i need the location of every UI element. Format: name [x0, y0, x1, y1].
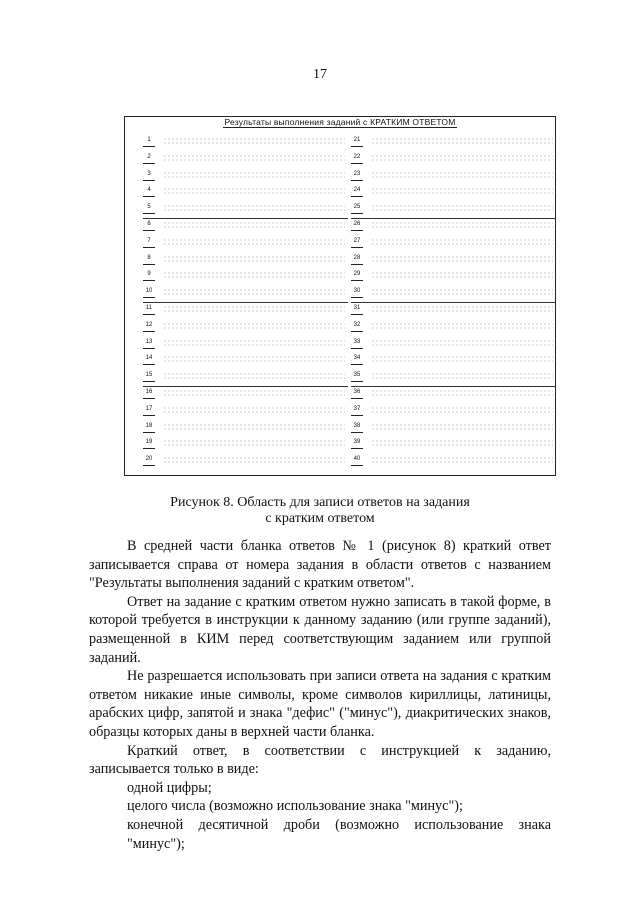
number-underline: [351, 432, 363, 433]
answer-cells[interactable]: [163, 456, 345, 465]
answer-row: [351, 320, 556, 334]
task-number: 9: [147, 271, 151, 278]
answer-cells[interactable]: [371, 255, 553, 264]
answer-cells[interactable]: [371, 288, 553, 297]
answer-cells[interactable]: [371, 456, 553, 465]
task-number: 16: [145, 389, 153, 395]
answer-row: [351, 353, 556, 367]
answer-row: [143, 421, 348, 435]
task-number: 19: [145, 439, 153, 446]
task-number: 17: [145, 405, 153, 412]
caption-line-1: Рисунок 8. Область для записи ответов на задания: [170, 495, 470, 510]
task-number: 36: [353, 389, 361, 395]
figure-caption: [0, 495, 640, 527]
task-number: 34: [353, 355, 361, 362]
answer-row: [143, 202, 348, 216]
number-underline: [143, 247, 155, 248]
task-number: 18: [145, 422, 153, 429]
task-number: 26: [353, 221, 361, 227]
answer-row: [351, 387, 556, 401]
number-underline: [351, 448, 363, 449]
number-underline: [143, 415, 155, 416]
answer-cells[interactable]: [163, 288, 345, 297]
task-number: 2: [147, 153, 151, 160]
task-number: 6: [147, 221, 151, 227]
task-number: 30: [353, 288, 361, 295]
task-number: 31: [353, 305, 361, 311]
answer-cells[interactable]: [163, 406, 345, 415]
number-underline: [143, 314, 155, 315]
list-item: одной цифры;: [127, 779, 212, 796]
number-underline: [351, 280, 363, 281]
answer-cells[interactable]: [163, 439, 345, 448]
answer-cells[interactable]: [163, 171, 345, 180]
task-number: 8: [147, 254, 151, 261]
number-underline: [351, 247, 363, 248]
answer-row: [143, 236, 348, 250]
answer-row: [143, 303, 348, 317]
answer-cells[interactable]: [371, 389, 553, 398]
answer-row: [351, 135, 556, 149]
task-number: 40: [353, 456, 361, 463]
number-underline: [143, 163, 155, 164]
answer-cells[interactable]: [163, 154, 345, 163]
answer-row: [143, 370, 348, 384]
answer-row: [351, 337, 556, 351]
task-number: 13: [145, 338, 153, 345]
answer-cells[interactable]: [371, 372, 553, 381]
answer-row: [351, 303, 556, 317]
answer-row: [351, 404, 556, 418]
task-number: 10: [145, 288, 153, 295]
number-underline: [143, 465, 155, 466]
answer-cells[interactable]: [371, 439, 553, 448]
answer-cells[interactable]: [163, 255, 345, 264]
task-number: 3: [147, 170, 151, 177]
answer-cells[interactable]: [371, 154, 553, 163]
number-underline: [351, 180, 363, 181]
number-underline: [143, 348, 155, 349]
answer-cells[interactable]: [163, 339, 345, 348]
answer-row: [351, 421, 556, 435]
answer-cells[interactable]: [371, 271, 553, 280]
answer-cells[interactable]: [163, 271, 345, 280]
task-number: 39: [353, 439, 361, 446]
task-number: 22: [353, 153, 361, 160]
answer-row: [351, 370, 556, 384]
number-underline: [143, 180, 155, 181]
task-number: 21: [353, 137, 361, 143]
number-underline: [351, 465, 363, 466]
number-underline: [351, 264, 363, 265]
answer-row: [143, 219, 348, 233]
task-number: 15: [145, 372, 153, 379]
task-number: 24: [353, 187, 361, 194]
number-underline: [143, 432, 155, 433]
answer-cells[interactable]: [371, 322, 553, 331]
answer-row: [143, 253, 348, 267]
answer-cells[interactable]: [371, 204, 553, 213]
task-number: 33: [353, 338, 361, 345]
number-underline: [143, 230, 155, 231]
answer-cells[interactable]: [163, 423, 345, 432]
number-underline: [143, 297, 155, 298]
number-underline: [143, 196, 155, 197]
answer-row: [351, 236, 556, 250]
page-number: 17: [313, 67, 327, 82]
answer-row: [143, 337, 348, 351]
number-underline: [351, 381, 363, 382]
answer-row: [351, 152, 556, 166]
answer-row: [143, 169, 348, 183]
answer-cells[interactable]: [371, 137, 553, 146]
answer-cells[interactable]: [163, 204, 345, 213]
number-underline: [351, 163, 363, 164]
task-number: 35: [353, 372, 361, 379]
answer-row: [351, 202, 556, 216]
paragraph: В средней части бланка ответов № 1 (рисунок 8) краткий ответ записывается справа от номера задания в области ответов с названием "Результаты выполнения заданий с кратким ответом".: [89, 538, 551, 592]
answer-cells[interactable]: [371, 423, 553, 432]
paragraph: Ответ на задание с кратким ответом нужно записать в такой форме, в которой требуется в инструкции к данному заданию (или группе заданий), размещенной в КИМ перед соответствующим заданием или группой заданий.: [89, 593, 551, 666]
answer-cells[interactable]: [163, 322, 345, 331]
task-number: 12: [145, 321, 153, 328]
answer-row: [143, 135, 348, 149]
number-underline: [143, 448, 155, 449]
answer-row: [351, 219, 556, 233]
task-number: 27: [353, 237, 361, 244]
task-number: 11: [145, 305, 153, 311]
answer-row: [351, 454, 556, 468]
answer-cells[interactable]: [163, 238, 345, 247]
answer-row: [351, 169, 556, 183]
answer-row: [351, 253, 556, 267]
answer-column-left: [143, 135, 348, 471]
answer-cells[interactable]: [371, 406, 553, 415]
caption-line-2: с кратким ответом: [265, 511, 375, 526]
answer-row: [351, 185, 556, 199]
answer-row: [143, 437, 348, 451]
answer-cells[interactable]: [371, 305, 553, 314]
number-underline: [351, 415, 363, 416]
task-number: 1: [147, 137, 151, 143]
number-underline: [351, 398, 363, 399]
task-number: 37: [353, 405, 361, 412]
number-underline: [143, 213, 155, 214]
paragraph: Не разрешается использовать при записи ответа на задания с кратким ответом никакие иные символы, кроме символов кириллицы, латиницы, арабских цифр, запятой и знака "дефис" ("минус"), диакритических знаков, образцы которых даны в верхней части бланка.: [89, 668, 551, 740]
answer-row: [143, 387, 348, 401]
answer-row: [143, 185, 348, 199]
answer-cells[interactable]: [371, 221, 553, 230]
answer-cells[interactable]: [163, 187, 345, 196]
answer-cells[interactable]: [371, 187, 553, 196]
task-number: 20: [145, 456, 153, 463]
task-number: 7: [147, 237, 151, 244]
task-number: 29: [353, 271, 361, 278]
number-underline: [351, 314, 363, 315]
number-underline: [143, 146, 155, 147]
answer-row: [143, 404, 348, 418]
answer-row: [351, 437, 556, 451]
task-number: 38: [353, 422, 361, 429]
number-underline: [143, 398, 155, 399]
answer-cells[interactable]: [371, 355, 553, 364]
answer-cells[interactable]: [163, 221, 345, 230]
answer-cells[interactable]: [163, 355, 345, 364]
number-underline: [351, 364, 363, 365]
number-underline: [351, 230, 363, 231]
number-underline: [351, 196, 363, 197]
number-underline: [143, 264, 155, 265]
answer-area-figure: [124, 116, 556, 476]
number-underline: [351, 331, 363, 332]
list-item: конечной десятичной дроби (возможно использование знака "минус");: [127, 816, 551, 852]
answer-row: [143, 353, 348, 367]
number-underline: [351, 146, 363, 147]
answer-row: [143, 320, 348, 334]
answer-row: [143, 269, 348, 283]
number-underline: [351, 213, 363, 214]
number-underline: [143, 364, 155, 365]
number-underline: [143, 331, 155, 332]
answer-cells[interactable]: [371, 171, 553, 180]
task-number: 5: [147, 204, 151, 211]
answer-row: [351, 286, 556, 300]
list-item: целого числа (возможно использование знака "минус");: [127, 798, 463, 815]
answer-row: [351, 269, 556, 283]
answer-row: [143, 152, 348, 166]
task-number: 25: [353, 204, 361, 211]
answer-cells[interactable]: [371, 339, 553, 348]
figure-title: Результаты выполнения заданий с КРАТКИМ ОТВЕТОМ: [224, 117, 456, 127]
body-text: [89, 537, 551, 853]
task-number: 14: [145, 355, 153, 362]
answer-cells[interactable]: [163, 372, 345, 381]
answer-cells[interactable]: [163, 389, 345, 398]
number-underline: [351, 297, 363, 298]
answer-row: [143, 454, 348, 468]
number-underline: [351, 348, 363, 349]
answer-cells[interactable]: [371, 238, 553, 247]
answer-cells[interactable]: [163, 137, 345, 146]
answer-cells[interactable]: [163, 305, 345, 314]
number-underline: [143, 381, 155, 382]
task-number: 4: [147, 187, 151, 194]
answer-row: [143, 286, 348, 300]
task-number: 28: [353, 254, 361, 261]
answer-column-right: [351, 135, 556, 471]
task-number: 32: [353, 321, 361, 328]
number-underline: [143, 280, 155, 281]
task-number: 23: [353, 170, 361, 177]
paragraph: Краткий ответ, в соответствии с инструкцией к заданию, записывается только в виде:: [89, 742, 551, 778]
